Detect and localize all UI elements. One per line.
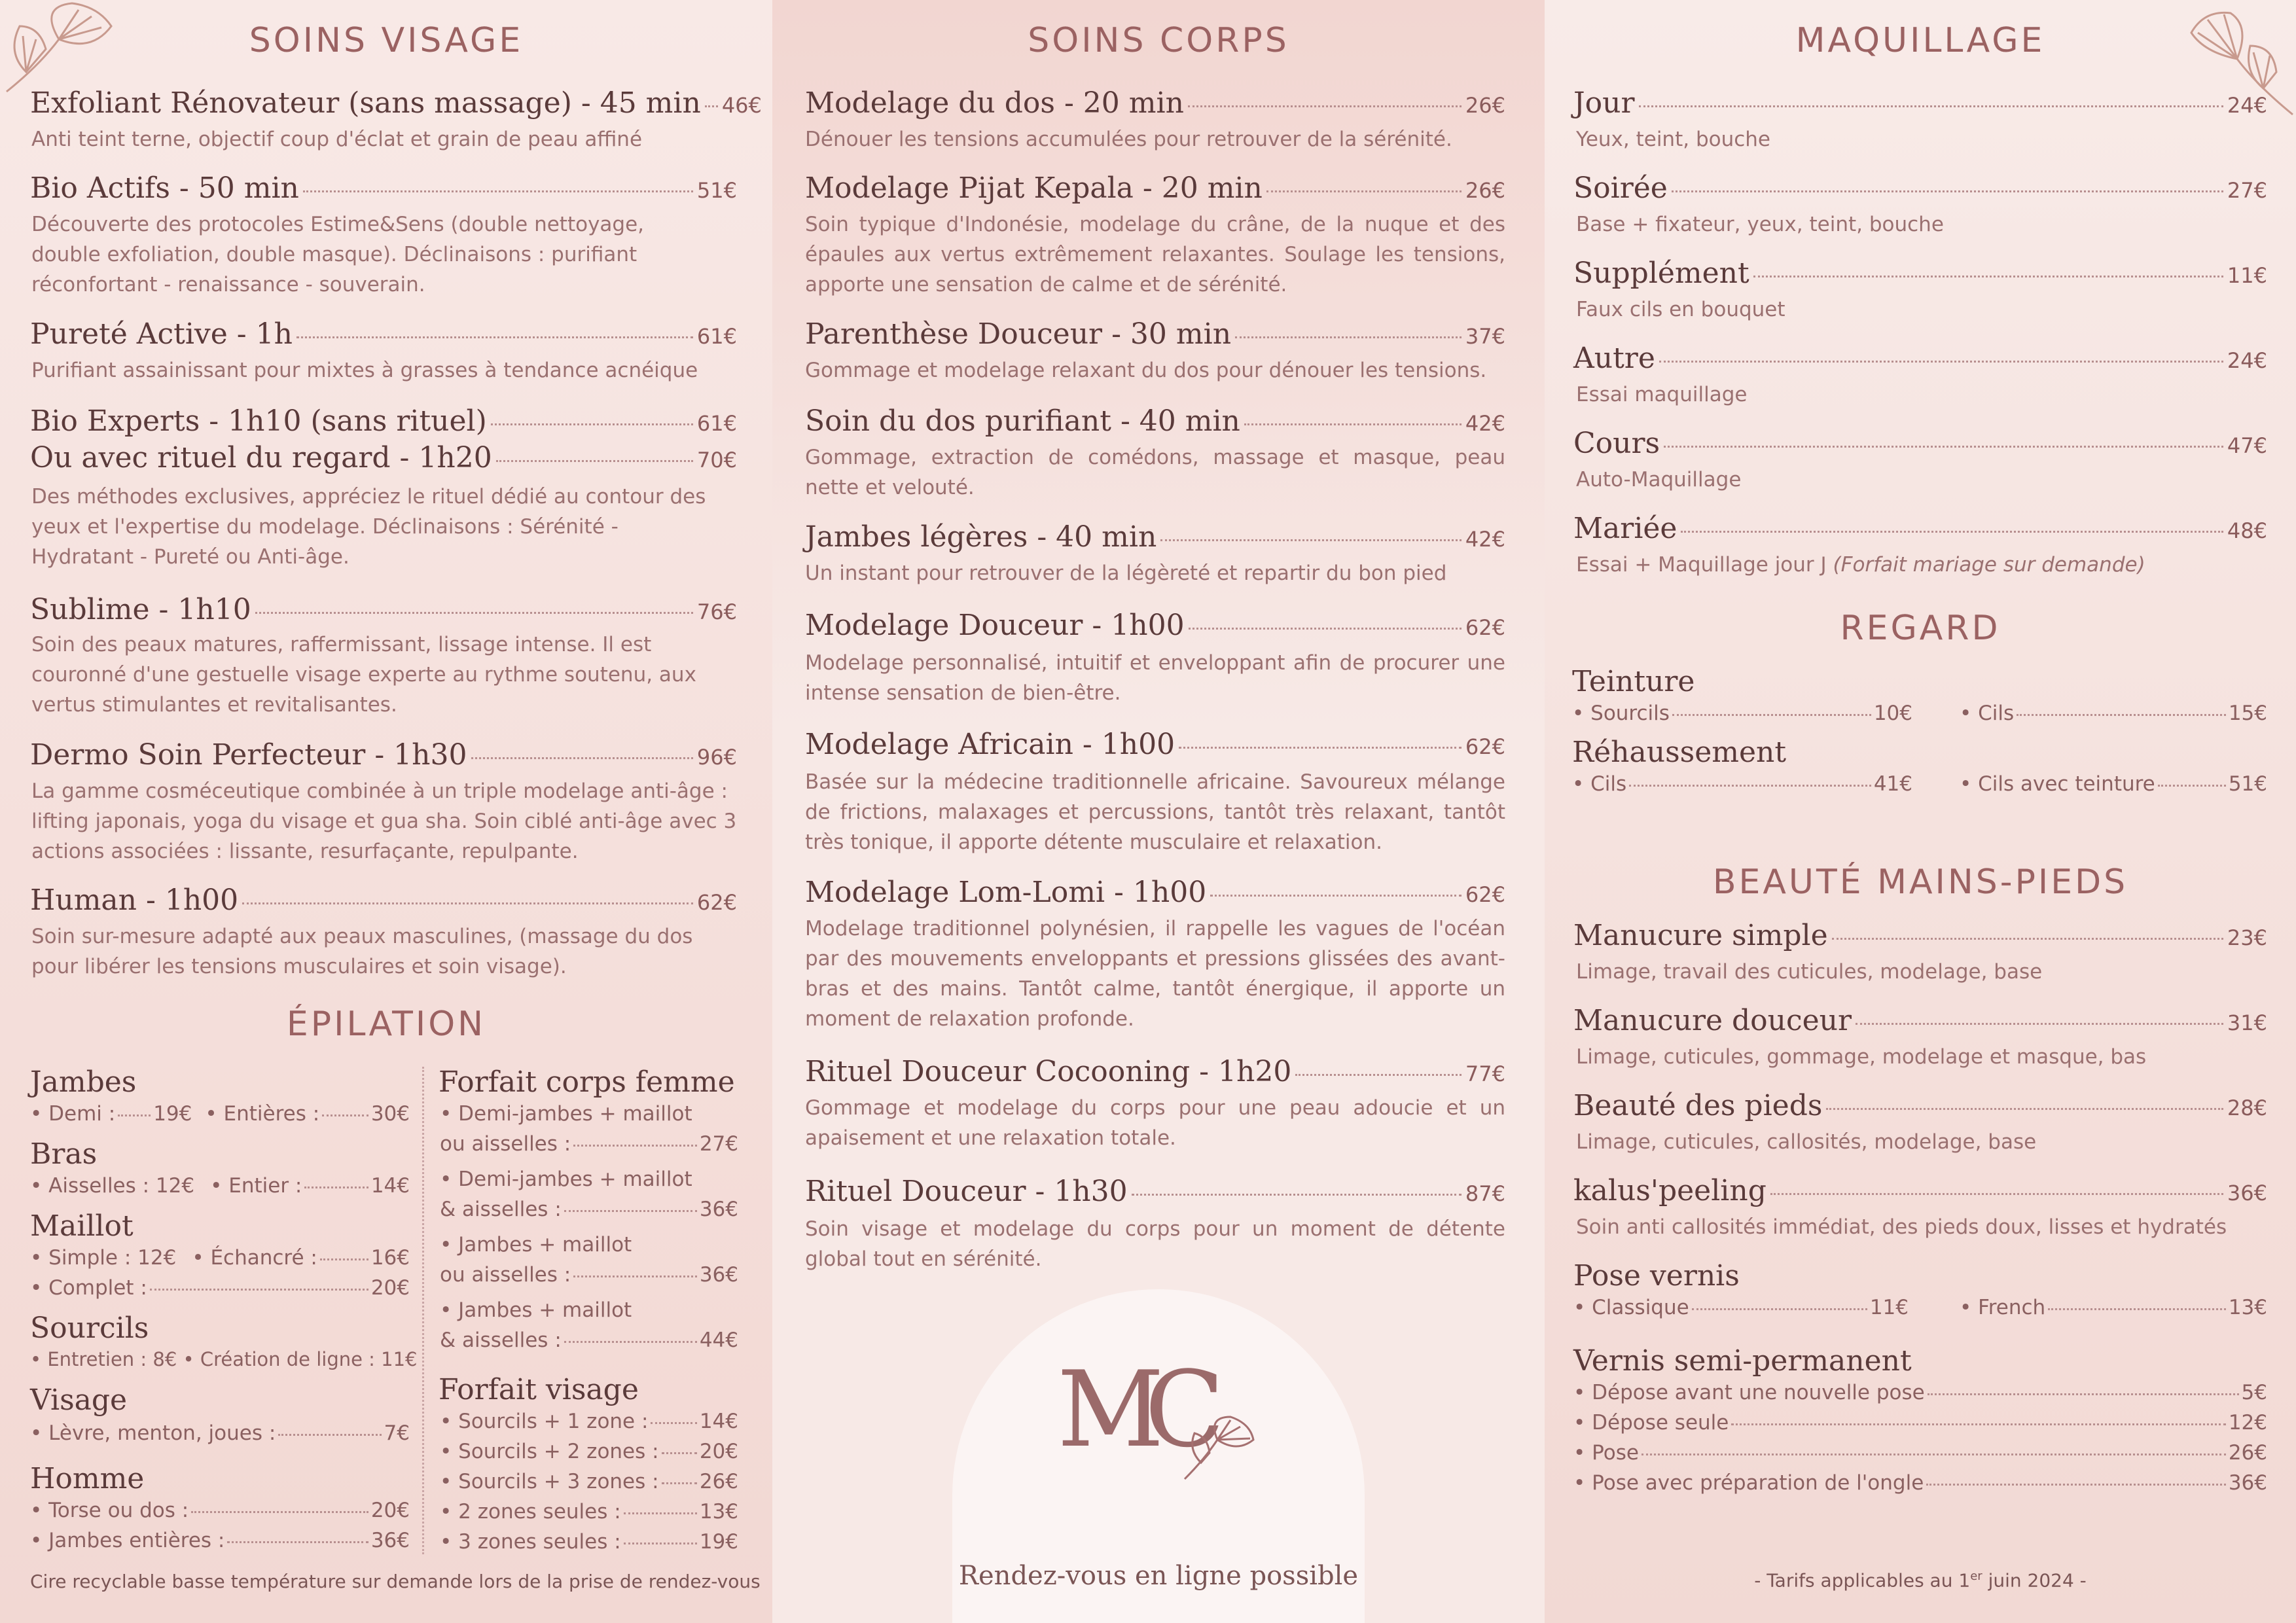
leader-dots [1244, 423, 1462, 425]
price-line [440, 1198, 738, 1221]
leader-dots [1160, 539, 1462, 541]
line-price: 13€ [2228, 1296, 2267, 1319]
service-price: 26€ [1465, 178, 1505, 203]
price-line [1573, 1296, 1909, 1319]
leader-dots [1641, 1454, 2226, 1455]
line-label: & aisselles : [440, 1329, 562, 1352]
leader-dots [471, 757, 693, 759]
price-row [1573, 1174, 2267, 1207]
leader-dots [624, 1543, 697, 1544]
tariffs-text: juin 2024 - [1982, 1569, 2087, 1592]
service-description: Anti teint terne, objectif coup d'éclat et grain de peau affiné [31, 128, 643, 151]
price-line [1960, 1296, 2267, 1319]
service-name: Beauté des pieds [1573, 1089, 1823, 1122]
service-description: Purifiant assainissant pour mixtes à grasses à tendance acnéique [31, 359, 698, 382]
leader-dots [1189, 628, 1462, 630]
service-description: Modelage personnalisé, intuitif et enveloppant afin de procurer une intense sensation de bien-être. [805, 651, 1505, 705]
service-price: 62€ [1465, 734, 1505, 759]
service-name: Sublime - 1h10 [30, 593, 251, 626]
leader-dots [1770, 1193, 2223, 1195]
price-line [1960, 772, 2267, 796]
price-line [1573, 1381, 2267, 1404]
leader-dots [1692, 1308, 1867, 1310]
price-line [30, 1102, 410, 1126]
leader-dots [1832, 938, 2223, 940]
leader-dots [705, 105, 718, 107]
service-name: Soirée [1573, 171, 1668, 205]
service-price: 87€ [1465, 1181, 1505, 1206]
line-label: & aisselles : [440, 1198, 562, 1221]
leader-dots [1926, 1484, 2226, 1486]
service-price: 77€ [1465, 1061, 1505, 1086]
leader-dots [624, 1512, 697, 1514]
leader-dots [564, 1210, 697, 1212]
service-name: Jour [1573, 86, 1635, 120]
line-label: • Entier : [210, 1174, 302, 1198]
service-price: 23€ [2227, 925, 2267, 950]
service-name: Modelage du dos - 20 min [805, 86, 1184, 120]
category-title: Jambes [30, 1065, 137, 1099]
service-description: Limage, travail des cuticules, modelage, base [1576, 960, 2043, 984]
service-price: 36€ [2227, 1181, 2267, 1205]
section-title-regard: REGARD [1840, 609, 2001, 648]
price-line [30, 1246, 410, 1270]
price-line [1573, 1441, 2267, 1465]
price-row [1573, 171, 2267, 205]
price-row [30, 441, 737, 474]
service-name: Modelage Africain - 1h00 [805, 728, 1175, 761]
service-description: Modelage traditionnel polynésien, il rappelle les vagues de l'océan par des mouvements enveloppants et pressions glissées des avant-bras et des mains. Tantôt calme, tantôt énergique, il apporte un moment de relaxation profonde. [805, 917, 1505, 1031]
leader-dots [255, 612, 693, 614]
service-description: Soin typique d'Indonésie, modelage du crâne, de la nuque et des épaules aux vertus extrêmement relaxantes. Soulage les tensions, apporte une sensation de calme et de sérénité. [805, 213, 1505, 296]
leader-dots [191, 1511, 368, 1513]
leader-dots [2017, 714, 2226, 716]
service-description: Gommage, extraction de comédons, massage et masque, peau nette et velouté. [805, 446, 1505, 499]
service-description: Soin visage et modelage du corps pour un moment de détente global tout en sérénité. [805, 1217, 1505, 1271]
package-line-1 [440, 1233, 741, 1257]
category-title: Teinture [1572, 665, 1695, 698]
line-price: 15€ [2228, 702, 2267, 725]
leader-dots [1731, 1423, 2225, 1425]
category-title: Sourcils [30, 1311, 149, 1345]
line-price: 44€ [699, 1329, 738, 1352]
price-row [805, 609, 1505, 642]
line-price: 26€ [2228, 1441, 2267, 1465]
category-title: Réhaussement [1572, 736, 1787, 769]
line-label: • Dépose seule [1573, 1411, 1729, 1435]
category-title: Visage [30, 1383, 128, 1417]
line-price: 20€ [699, 1440, 738, 1463]
section-title-epilation: ÉPILATION [286, 1005, 486, 1044]
line-label: • Jambes + maillot [440, 1233, 632, 1257]
line-price: 20€ [370, 1499, 410, 1522]
service-description: Dénouer les tensions accumulées pour retrouver de la sérénité. [805, 128, 1452, 151]
category-title: Vernis semi-permanent [1573, 1344, 1912, 1378]
leader-dots [1295, 1074, 1462, 1076]
category-title: Forfait visage [439, 1373, 639, 1406]
line-label: • Entières : [205, 1102, 320, 1126]
service-price: 24€ [2227, 93, 2267, 118]
service-description: Basée sur la médecine traditionnelle africaine. Savoureux mélange de frictions, malaxages et percussions, tantôt très relaxant, tantôt très tonique, il apporte détente musculaire et relaxation. [805, 770, 1505, 854]
price-row [1573, 342, 2267, 375]
line-price: 36€ [2228, 1471, 2267, 1495]
service-price: 47€ [2227, 433, 2267, 458]
service-price: 28€ [2227, 1096, 2267, 1120]
service-description: Un instant pour retrouver de la légèreté et repartir du bon pied [805, 562, 1447, 585]
leader-dots [118, 1115, 151, 1116]
leader-dots [2048, 1308, 2226, 1310]
leader-dots [1681, 531, 2223, 533]
online-booking-text: Rendez-vous en ligne possible [958, 1561, 1359, 1591]
service-name: Soin du dos purifiant - 40 min [805, 404, 1240, 438]
service-description: Soin des peaux matures, raffermissant, lissage intense. Il est couronné d'une gestuelle visage experte au rythme soutenu, aux vertus stimulantes et revitalisantes. [31, 633, 696, 717]
line-price: 27€ [699, 1132, 738, 1156]
leader-dots [1664, 446, 2223, 448]
service-price: 31€ [2227, 1010, 2267, 1035]
price-row [805, 404, 1505, 438]
line-price: 16€ [370, 1246, 410, 1270]
service-price: 51€ [696, 178, 737, 203]
leader-dots [1672, 190, 2223, 192]
leader-dots [662, 1482, 697, 1484]
line-label: • Simple : 12€ [30, 1246, 177, 1270]
line-label: • Lèvre, menton, joues : [30, 1421, 276, 1445]
price-row [30, 883, 737, 917]
leader-dots [564, 1341, 697, 1343]
service-price: 62€ [1465, 882, 1505, 907]
line-label: • Aisselles : 12€ [30, 1174, 195, 1198]
category-title: Bras [30, 1137, 98, 1171]
price-row [1573, 257, 2267, 290]
price-line [1573, 1471, 2267, 1495]
line-price: 13€ [699, 1500, 738, 1524]
service-description: Gommage et modelage relaxant du dos pour dénouer les tensions. [805, 359, 1487, 382]
category-title: Pose vernis [1573, 1259, 1740, 1293]
service-price: 48€ [2227, 518, 2267, 543]
service-name: Bio Experts - 1h10 (sans rituel) [30, 404, 487, 438]
service-price: 76€ [696, 599, 737, 624]
price-row [1573, 1004, 2267, 1037]
leader-dots [1179, 747, 1462, 749]
service-name: Dermo Soin Perfecteur - 1h30 [30, 738, 467, 772]
line-label: • Jambes + maillot [440, 1298, 632, 1322]
line-label: • Jambes entières : [30, 1529, 225, 1552]
service-name: Human - 1h00 [30, 883, 239, 917]
service-description: Base + fixateur, yeux, teint, bouche [1576, 213, 1944, 236]
leader-dots [1188, 105, 1462, 107]
leader-dots [278, 1434, 381, 1436]
price-line [440, 1410, 738, 1433]
service-name: Modelage Pijat Kepala - 20 min [805, 171, 1263, 205]
line-label: • Entretien : 8€ • Création de ligne : 11€ [30, 1348, 418, 1370]
line-price: 14€ [699, 1410, 738, 1433]
service-name: Bio Actifs - 50 min [30, 171, 299, 205]
leader-dots [1132, 1194, 1462, 1196]
line-price: 7€ [384, 1421, 410, 1445]
price-line [30, 1499, 410, 1522]
service-price: 42€ [1465, 411, 1505, 436]
service-description: Des méthodes exclusives, appréciez le rituel dédié au contour des yeux et l'expertise du modelage. Déclinaisons : Sérénité - Hydratant - Pureté ou Anti-âge. [31, 485, 706, 569]
line-price: 11€ [1869, 1296, 1909, 1319]
service-price: 27€ [2227, 178, 2267, 203]
line-label: • French [1960, 1296, 2046, 1319]
line-label: • Cils [1572, 772, 1627, 796]
price-row [805, 1175, 1505, 1208]
leader-dots [320, 1258, 368, 1260]
line-price: 20€ [370, 1276, 410, 1300]
leader-dots [1629, 785, 1871, 787]
price-line [440, 1263, 738, 1287]
service-price: 61€ [696, 411, 737, 436]
category-title: Forfait corps femme [439, 1065, 735, 1099]
leader-dots [573, 1145, 697, 1147]
price-line [30, 1529, 410, 1552]
service-description: Yeux, teint, bouche [1576, 128, 1770, 151]
service-price: 46€ [721, 93, 762, 118]
service-description: Soin anti callosités immédiat, des pieds doux, lisses et hydratés [1576, 1215, 2227, 1239]
service-description: Faux cils en bouquet [1576, 298, 1785, 321]
service-description: Auto-Maquillage [1576, 468, 1742, 491]
service-description: Limage, cuticules, callosités, modelage, base [1576, 1130, 2037, 1154]
service-name: Supplément [1573, 257, 1749, 290]
service-description: Découverte des protocoles Estime&Sens (double nettoyage, double exfoliation, double masque). Déclinaisons : purifiant réconfortant - renaissance - souverain. [31, 213, 645, 296]
price-line [1572, 702, 1912, 725]
leader-dots [150, 1289, 368, 1291]
price-line [30, 1348, 423, 1370]
price-line [30, 1174, 410, 1198]
line-label: • Demi-jambes + maillot [440, 1102, 692, 1126]
line-price: 19€ [153, 1102, 192, 1126]
price-line [440, 1329, 738, 1352]
price-row [805, 171, 1505, 205]
price-row [805, 86, 1505, 120]
column-soins-visage [0, 0, 772, 1623]
service-price: 96€ [696, 745, 737, 770]
service-name: Modelage Lom-Lomi - 1h00 [805, 876, 1207, 909]
leader-dots [1753, 276, 2223, 277]
price-row [30, 171, 737, 205]
price-row [805, 728, 1505, 761]
leader-dots [573, 1275, 697, 1277]
leader-dots [1856, 1023, 2223, 1025]
line-label: ou aisselles : [440, 1263, 571, 1287]
leader-dots [1639, 105, 2223, 107]
line-label: • Demi-jambes + maillot [440, 1168, 692, 1191]
line-price: 36€ [699, 1263, 738, 1287]
service-name: Autre [1573, 342, 1655, 375]
service-description: Soin sur-mesure adapté aux peaux masculines, (massage du dos pour libérer les tensions musculaires et soin visage). [31, 925, 693, 978]
section-title-soins-corps: SOINS CORPS [1028, 21, 1289, 60]
service-price: 26€ [1465, 93, 1505, 118]
line-price: 14€ [370, 1174, 410, 1198]
line-price: 30€ [370, 1102, 410, 1126]
service-description: La gamme cosméceutique combinée à un triple modelage anti-âge : lifting japonais, yoga du visage et gua sha. Soin ciblé anti-âge avec 3 actions associées : lissante, resurfaçante, repulpante. [31, 779, 737, 863]
service-price: 70€ [696, 448, 737, 473]
line-label: • Sourcils + 2 zones : [440, 1440, 659, 1463]
leader-dots [1928, 1393, 2239, 1395]
column-maquillage [1545, 0, 2296, 1623]
category-title: Maillot [30, 1209, 134, 1243]
price-line [440, 1530, 738, 1554]
line-label: ou aisselles : [440, 1132, 571, 1156]
ginkgo-leaf-icon [1178, 1414, 1257, 1486]
line-label: • Dépose avant une nouvelle pose [1573, 1381, 1925, 1404]
line-label: • 3 zones seules : [440, 1530, 621, 1554]
wax-note: Cire recyclable basse température sur demande lors de la prise de rendez-vous [30, 1571, 761, 1592]
line-label: • Classique [1573, 1296, 1689, 1319]
logo-monogram: MC [1057, 1348, 1206, 1471]
section-title-mains-pieds: BEAUTÉ MAINS-PIEDS [1712, 863, 2128, 902]
leader-dots [304, 1186, 368, 1188]
leader-dots [227, 1541, 368, 1543]
line-label: • Demi : [30, 1102, 116, 1126]
line-price: 41€ [1873, 772, 1912, 796]
line-price: 5€ [2241, 1381, 2267, 1404]
line-label: • Échancré : [192, 1246, 317, 1270]
service-description-text: Essai + Maquillage jour J [1576, 553, 1827, 577]
line-price: 51€ [2228, 772, 2267, 796]
tariffs-date-note [1545, 1569, 2296, 1591]
price-line [440, 1470, 738, 1493]
leader-dots [1659, 361, 2223, 363]
leader-dots [1235, 336, 1462, 338]
leader-dots [242, 902, 693, 904]
line-label: • Cils avec teinture [1960, 772, 2155, 796]
line-label: • Sourcils + 1 zone : [440, 1410, 649, 1433]
leader-dots [662, 1452, 697, 1454]
leader-dots [496, 460, 693, 462]
line-label: • Sourcils [1572, 702, 1670, 725]
tariffs-superscript: er [1970, 1569, 1982, 1583]
service-name: Rituel Douceur - 1h30 [805, 1175, 1128, 1208]
line-price: 36€ [370, 1529, 410, 1552]
leader-dots [2158, 785, 2226, 787]
leader-dots [1826, 1108, 2223, 1110]
price-row [1573, 1089, 2267, 1122]
line-price: 12€ [2228, 1411, 2267, 1435]
price-line [1573, 1411, 2267, 1435]
service-name: Parenthèse Douceur - 30 min [805, 317, 1232, 351]
price-line [30, 1421, 410, 1445]
leader-dots [1672, 714, 1871, 716]
line-label: • Complet : [30, 1276, 147, 1300]
section-title-maquillage: MAQUILLAGE [1795, 21, 2045, 60]
price-row [805, 520, 1505, 554]
service-price: 37€ [1465, 324, 1505, 349]
leader-dots [1266, 190, 1462, 192]
price-row [30, 593, 737, 626]
service-name: Cours [1573, 427, 1660, 460]
price-row [805, 876, 1505, 909]
service-price: 62€ [696, 890, 737, 915]
service-name: Rituel Douceur Cocooning - 1h20 [805, 1055, 1292, 1088]
service-description-note: (Forfait mariage sur demande) [1833, 553, 2145, 577]
line-label: • Pose avec préparation de l'ongle [1573, 1471, 1924, 1495]
line-price: 36€ [699, 1198, 738, 1221]
line-price: 10€ [1873, 702, 1912, 725]
package-line-1 [440, 1102, 741, 1126]
service-name: Exfoliant Rénovateur (sans massage) - 45 min [30, 86, 701, 120]
price-row [805, 1055, 1505, 1088]
service-description: Gommage et modelage du corps pour une peau adoucie et un apaisement et une relaxation totale. [805, 1096, 1505, 1150]
price-row [30, 738, 737, 772]
price-line [1960, 702, 2267, 725]
price-row [1573, 919, 2267, 952]
line-label: • Torse ou dos : [30, 1499, 189, 1522]
price-line [30, 1276, 410, 1300]
line-label: • Pose [1573, 1441, 1639, 1465]
leader-dots [651, 1422, 696, 1424]
service-description: Limage, cuticules, gommage, modelage et masque, bas [1576, 1045, 2147, 1069]
service-price: 24€ [2227, 348, 2267, 373]
service-name: Manucure simple [1573, 919, 1828, 952]
price-row [1573, 427, 2267, 460]
service-description: Essai maquillage [1576, 383, 1748, 406]
service-price: 62€ [1465, 615, 1505, 640]
price-row [30, 86, 762, 120]
price-row [1573, 86, 2267, 120]
tariffs-text: - Tarifs applicables au 1 [1754, 1569, 1971, 1592]
line-label: • 2 zones seules : [440, 1500, 621, 1524]
price-line [440, 1440, 738, 1463]
service-name: Manucure douceur [1573, 1004, 1852, 1037]
service-description [1576, 550, 2270, 580]
service-name: kalus'peeling [1573, 1174, 1767, 1207]
price-line [440, 1132, 738, 1156]
section-title-soins-visage: SOINS VISAGE [249, 21, 524, 60]
service-name: Ou avec rituel du regard - 1h20 [30, 441, 492, 474]
line-label: • Cils [1960, 702, 2015, 725]
leader-dots [303, 190, 693, 192]
price-row [30, 404, 737, 438]
price-line [1572, 772, 1912, 796]
price-line [440, 1500, 738, 1524]
package-line-1 [440, 1298, 741, 1322]
price-row [30, 317, 737, 351]
service-price: 11€ [2227, 263, 2267, 288]
service-name: Jambes légères - 40 min [805, 520, 1157, 554]
package-line-1 [440, 1168, 741, 1191]
leader-dots [491, 423, 693, 425]
leader-dots [296, 336, 693, 338]
service-name: Modelage Douceur - 1h00 [805, 609, 1185, 642]
category-title: Homme [30, 1462, 145, 1495]
service-price: 61€ [696, 324, 737, 349]
leader-dots [1210, 895, 1462, 897]
service-name: Pureté Active - 1h [30, 317, 293, 351]
line-price: 26€ [699, 1470, 738, 1493]
service-price: 42€ [1465, 527, 1505, 552]
line-label: • Sourcils + 3 zones : [440, 1470, 659, 1493]
price-row [805, 317, 1505, 351]
line-price: 19€ [699, 1530, 738, 1554]
column-divider [422, 1067, 424, 1554]
price-row [1573, 512, 2267, 545]
leader-dots [322, 1115, 368, 1116]
service-name: Mariée [1573, 512, 1677, 545]
